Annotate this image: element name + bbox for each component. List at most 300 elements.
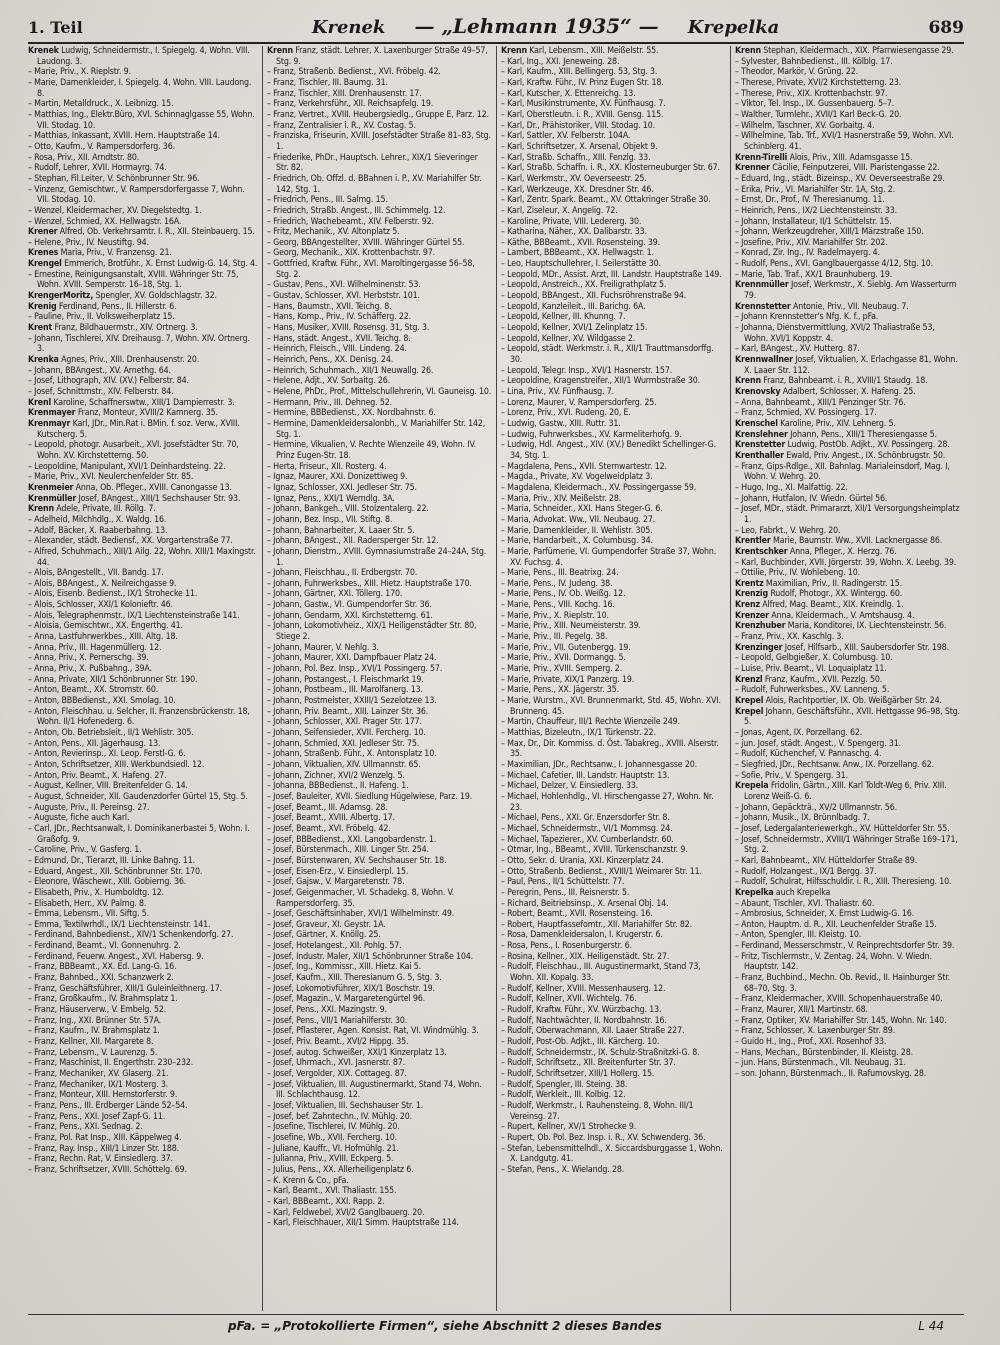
directory-entry: – Anton, Pens., XII. Jägerhausg. 13. (28, 738, 161, 749)
directory-entry: – Rudolf, Schulrat, Hilfsschuldir. i. R., XIII. Theresieng. 10. (735, 877, 952, 888)
directory-entry: – Josef, Pens., XXI. Mazingstr. 9. (267, 1005, 387, 1016)
directory-entry: – Marie, Pens., XX. Jägerstr. 35. (501, 685, 620, 696)
directory-entry: – Josefine, Tischlerei, IV. Mühlg. 20. (267, 1122, 400, 1133)
directory-entry: – Josef, Geschäftsinhaber, XVI/1 Wilhelminstr. 49. (267, 909, 455, 920)
directory-entry: – Anton, Priv. Beamt., X. Hafeng. 27. (28, 770, 167, 781)
directory-entry: Krenmeier Anna, Ob. Pfleger., XVIII. Canongasse 13. (28, 482, 232, 493)
directory-entry: – Josef, Industr. Maler, XII/1 Schönbrunner Straße 104. (267, 951, 474, 962)
directory-entry: – Josef, Uhrmach., XVI. Jasnerstr. 87. (267, 1058, 406, 1069)
directory-entry: – Helene, Priv., IV. Neustiftg. 94. (28, 237, 149, 248)
entry-surname: Krengel (28, 259, 62, 270)
directory-entry: – Ignaz, Maurer, XXI. Donizettiweg 9. (267, 472, 408, 483)
directory-entry: – Franz, Straßenb. Bedienst., XVI. Fröbelg. 42. (267, 67, 441, 78)
directory-entry: – Hans, Mechan., Bürstenbinder, II. Kleistg. 28. (735, 1047, 913, 1058)
directory-entry: – Rudolf, Holzangest., IX/1 Bergg. 37. (735, 866, 877, 877)
directory-entry: – Josef, Bürstenwaren, XV. Sechshauser Str. 18. (267, 855, 447, 866)
directory-entry: – Franz, Optiker, XV. Mariahilfer Str. 145, Wohn. Nr. 140. (735, 1015, 947, 1026)
entry-surname: KrengerMoritz, (28, 291, 94, 302)
entry-columns (28, 46, 964, 1311)
entry-surname: Krennstetter (735, 301, 791, 312)
directory-entry: – Michael, Hohlenhdlg., VI. Hirschengasse 27, Wohn. Nr. 23. (501, 791, 714, 813)
directory-entry: – Otto, Straßenb. Bedienst., XVIII/1 Weimarer Str. 11. (501, 866, 702, 877)
directory-entry: – Josef, Graveur, XI. Geystr. 1A. (267, 919, 386, 930)
directory-entry: – Ottilie, Priv., IV. Wohlebeng. 10. (735, 568, 861, 579)
directory-entry: – Anna, Priv., X. Pußbahng., 39A. (28, 664, 152, 675)
directory-entry: – Josef, Ledergalanteriewerkgh., XV. Hütteldorfer Str. 55. (735, 823, 950, 834)
directory-entry: – Anton, Spengler, III. Kleistg. 10. (735, 930, 862, 941)
directory-entry: – Johann, Priv. Beamt., XIII. Lainzer Str. 36. (267, 706, 429, 717)
directory-entry: – Lambert, BBBeamt., XX. Hellwagstr. 1. (501, 248, 654, 259)
directory-entry: – Elisabeth, Priv., X. Humboldtg. 12. (28, 887, 164, 898)
directory-entry: – Friedrich, Wachebeamt., XIV. Felberstr. 92. (267, 216, 434, 227)
directory-entry: – Friedrich, Pens., III. Salmg. 15. (267, 195, 388, 206)
directory-entry: – Josef, Lithograph, XIV. (XV.) Felberstr. 84. (28, 376, 189, 387)
directory-entry: – Stefan, Pens., X. Wielandg. 28. (501, 1164, 625, 1175)
directory-entry: – Michael, Pens., XXI. Gr. Enzersdorfer Str. 8. (501, 813, 670, 824)
directory-entry: – Rudolf, Küchenchef, V. Pannaschg. 4. (735, 749, 882, 760)
directory-entry: – Leopold, Kellner, XVI/1 Zelinplatz 15. (501, 323, 648, 334)
directory-entry: – Julianna, Priv., XVIII. Eckperg. 5. (267, 1154, 394, 1165)
directory-entry: – Johanna, BBBedienst., II. Hafeng. 1. (267, 781, 409, 792)
directory-entry: – Otto, Kaufm., V. Rampersdorferg. 36. (28, 141, 175, 152)
directory-entry: – Johanna, Dienstvermittlung, XVI/2 Thaliastraße 53, Wohn. XVI/1 Koppstr. 4. (735, 323, 935, 344)
directory-entry: – Gustav, Pens., XVI. Wilhelminenstr. 53. (267, 280, 421, 291)
directory-entry: – Friederike, PhDr., Hauptsch. Lehrer., XIX/1 Sieveringer Str. 82. (267, 152, 478, 174)
directory-entry: – Franz, Verkehrsführ., XII. Reichsapfelg. 19. (267, 99, 434, 110)
directory-entry: – Auguste, Priv., II. Pereinsg. 27. (28, 802, 150, 813)
directory-entry: – Karl, Kraftw. Führ., IV. Prinz Eugen Str. 18. (501, 77, 664, 88)
directory-entry: – Johann, BAngest., XII. Radersperger Str. 12. (267, 536, 439, 547)
directory-entry: – Franz, Buchbind., Mechn. Ob. Revid., II. Hainburger Str. 68–70, Stg. 3. (735, 973, 951, 994)
directory-entry: – Marie, Damenkleider, I. Spiegelg. 4, Wohn. VIII. Laudong. 8. (28, 77, 252, 99)
column-4 (730, 46, 964, 1311)
directory-entry: Krenmüller Josef, BAngest., XIII/1 Sechshauser Str. 93. (28, 493, 241, 504)
directory-entry: – Anton, Fleischhau. u. Selcher, II. Franzensbrückenstr. 18, Wohn. II/1 Hofenederg. 6. (28, 706, 250, 728)
directory-entry: – Luise, Priv. Beamt., VI. Loquaiplatz 11. (735, 664, 887, 675)
directory-entry: – Franz, Bahnbed., XXI. Schanzwerk 2. (28, 973, 174, 984)
directory-entry: – Franz, Lebensm., V. Laurenzg. 5. (28, 1047, 158, 1058)
directory-entry: Krenovsky Adalbert, Schlosser, X. Hafeng. 25. (735, 387, 916, 397)
directory-entry: – Rudolf, Fleischhau., III. Augustinermarkt, Stand 73, Wohn. XII. Kopalg. 33. (501, 962, 701, 984)
directory-entry: – Juliane, Kauffr., VI. Hofmühlg. 21. (267, 1143, 399, 1154)
directory-entry: – Caroline, Priv., V. Gasferg. 1. (28, 845, 142, 856)
directory-entry: Krenzer Anna, Kleidermach., V. Amtshausg. 4. (735, 610, 915, 621)
directory-entry: – Johann, Werkzeugdreher, XIII/1 Märzstraße 150. (735, 227, 924, 238)
directory-entry: – Hugo, Ing., XI. Malfattig. 22. (735, 482, 848, 493)
directory-entry: – Emma, Lebensm., VII. Siftg. 5. (28, 909, 150, 920)
directory-entry: – Josef, Magazin., V. Margaretengürtel 96. (267, 994, 426, 1005)
directory-entry: Krenschel Karoline, Priv., XIV. Lehnerg. 5. (735, 418, 896, 429)
directory-entry: – Richard, Beitriebsinsp., X. Arsenal Obj. 14. (501, 898, 669, 909)
entry-surname: Krenzhuber (735, 621, 786, 632)
first-entry-word: Krenek (311, 17, 386, 38)
footer-note: pFa. = „Protokollierte Firmen“, siehe Abschnitt 2 dieses Bandes (228, 1319, 662, 1333)
directory-entry: – Anna, Priv., X. Pernerschg. 39. (28, 653, 149, 664)
directory-entry: – Karl, Werkmstr., XV. Oeverseestr. 25. (501, 173, 647, 184)
directory-entry: Krenek Ludwig, Schneidermstr., I. Spiegelg. 4, Wohn. VIII. Laudong. 3. (28, 46, 250, 67)
directory-entry: – Leopold, Kellner, XV. Wildgasse 2. (501, 333, 636, 344)
directory-title: — „Lehmann 1935“ — (414, 14, 659, 38)
directory-entry: – Friedrich, Ob. Offzl. d. BBahnen i. P., XV. Mariahilfer Str. 142, Stg. 1. (267, 173, 482, 195)
directory-entry: Krenslehner Johann, Pens., XIII/1 Theresiengasse 5. (735, 429, 937, 440)
entry-surname: Krenzer (735, 610, 769, 621)
directory-entry: – Josef, Gajsw., V. Margaretenstr. 78. (267, 877, 405, 888)
directory-entry: – Johann, Seifensieder, XVII. Fercherg. 10. (267, 728, 426, 738)
directory-entry: – Auguste, fiche auch Karl. (28, 813, 130, 824)
directory-entry: – Katharina, Näher., XX. Dalibarstr. 33. (501, 227, 647, 238)
directory-entry: – Franz, Mechaniker, XV. Glaserg. 21. (28, 1069, 169, 1079)
entry-surname: Krenek (28, 46, 59, 56)
directory-entry: – Anton, BBBedienst., XXI. Smolag. 10. (28, 696, 176, 707)
directory-entry: – Leopold, Gelbgießer, X. Columbusg. 10. (735, 653, 893, 664)
directory-entry: – Otmar, Ing., BBeamt., XVIII. Türkenschanzstr. 9. (501, 845, 688, 856)
directory-entry: – Karl, Schriftsetzer, X. Arsenal, Objekt 9. (501, 141, 658, 152)
directory-entry: Krenka Agnes, Priv., XIII. Drenhausenstr. 20. (28, 355, 200, 366)
directory-entry: – jun. Hans, Bürstenmach., VII. Neubaug. 31. (735, 1058, 906, 1069)
directory-entry: – Hans, städt. Angest., XVII. Teichg. 8. (267, 333, 411, 344)
header-rule (28, 42, 964, 44)
directory-entry: – Karl, Straßb. Schaffn. i. R., XX. Klosterneuburger Str. 67. (501, 163, 720, 174)
directory-entry: – Marie, Pens., IV. Ob. Weißg. 12. (501, 589, 626, 600)
entry-surname: Krenslehner (735, 429, 788, 440)
last-entry-word: Krepelka (687, 17, 780, 38)
directory-entry: – Josef, autog. Schweißer, XXI/1 Kinzerplatz 13. (267, 1047, 447, 1058)
directory-entry: – Maria, Priv., XIV. Meißelstr. 28. (501, 493, 622, 504)
directory-entry: – Viktor, Tel. Insp., IX. Gussenbauerg. 5–7. (735, 99, 895, 110)
directory-entry: – Johann, Postmeister, XXIII/1 Sezelotzee 13. (267, 696, 437, 707)
directory-entry: – Anna, Private, XII/1 Schönbrunner Str. 190. (28, 674, 198, 685)
directory-entry: Krepela Fridolin, Gärtn., XIII. Karl Toldt-Weg 6, Priv. XIII. Lorenz Weiß-G. 6. (735, 781, 947, 802)
directory-entry: – Franz, Rechn. Rat, V. Einsiedlerg. 37. (28, 1154, 173, 1165)
directory-entry: Krennwallner Josef, Viktualien, X. Erlachgasse 81, Wohn. X. Laaer Str. 112. (735, 355, 958, 376)
directory-entry: – Marie, Wurstm., XVI. Brunnenmarkt, Std. 45, Wohn. XVI. Brunneng. 45. (501, 696, 721, 717)
directory-entry: – Rudolf, Kellner, XVIII. Messenhauserg. 12. (501, 983, 666, 994)
directory-entry: – Marie, Priv., XVIII. Semperg. 2. (501, 664, 623, 675)
directory-entry: – Johann, Tischlerei, XIV. Dreihausg. 7, Wohn. XIV. Ortnerg. 3. (28, 333, 250, 355)
directory-entry: – Hans, Komp., Priv., IV. Schäfferg. 22. (267, 312, 411, 323)
directory-entry: – Anna, Lastfuhrwerkbes., XIII. Altg. 18. (28, 632, 178, 643)
entry-surname: Krenmayer (28, 408, 76, 419)
directory-entry: – Johann, Pol. Bez. Insp., XVI/1 Possingerg. 57. (267, 664, 443, 675)
directory-entry: Krenn Franz, städt. Lehrer, X. Laxenburger Straße 49–57, Stg. 9. (267, 46, 488, 67)
directory-entry: – Karl, Oberstleutn. i. R., XVIII. Gensg. 115. (501, 109, 664, 120)
directory-entry: Krennmüller Josef, Werkmstr., X. Sieblg. Am Wasserturm 79. (735, 280, 957, 302)
directory-entry: – Karl, Musikinstrumente, XV. Fünfhausg. 7. (501, 99, 666, 110)
directory-entry: – Johann, BBAngest., XV. Arnethg. 64. (28, 365, 171, 376)
directory-entry: – Max, Dr., Dir. Kommiss. d. Öst. Tabakreg., XVIII. Alserstr. 35. (501, 738, 719, 760)
directory-entry: – Franz, Pens., XXI. Josef Zapf-G. 11. (28, 1111, 166, 1122)
directory-entry: Krenner Cäcilie, Feinputzerei, VIII. Piaristengasse 22. (735, 163, 940, 174)
directory-entry: – Karl, Fleischhauer, XII/1 Simm. Hauptstraße 114. (267, 1218, 459, 1229)
entry-surname: Krenzig (735, 589, 768, 600)
entry-surname: Krenn (267, 46, 293, 56)
directory-entry: Krenzinger Josef, Hilfsarb., XIII. Saubersdorfer Str. 198. (735, 642, 950, 653)
directory-entry: – Pauline, Priv., II. Volksweiherplatz 15. (28, 312, 175, 323)
directory-entry: – Karl, Werkzeuge, XX. Dresdner Str. 46. (501, 184, 654, 195)
directory-entry: Krenn-Tirelli Alois, Priv., XIII. Adamsgasse 15. (735, 152, 913, 163)
directory-entry: Krener Alfred, Ob. Verkehrsamtr. I. R., XII. Steinbauerg. 15. (28, 227, 255, 238)
directory-entry: – Maria, Advokat. Ww., VII. Neubaug. 27. (501, 514, 656, 525)
directory-entry: – Marie, Private, XIX/1 Panzerg. 19. (501, 674, 635, 685)
directory-entry: Krenthaller Ewald, Priv. Angest., IX. Schönbrugstr. 50. (735, 450, 946, 461)
directory-entry: – Heinrich, Pens., IX/2 Liechtensteinstr. 33. (735, 205, 898, 216)
directory-entry: – Anton, Revierinsp., XI. Leop. Ferstl-G. 6. (28, 749, 186, 760)
directory-entry: – August, Kellner, VIII. Breitenfelder G. 14. (28, 781, 188, 792)
directory-entry: Krepel Johann, Geschäftsführ., XVII. Hettgasse 96–98, Stg. 5. (735, 706, 960, 728)
entry-surname: Krenmeier (28, 482, 74, 493)
directory-entry: – Michael, Schneidermstr., VI/1 Mommsg. 24. (501, 823, 673, 834)
directory-entry: – Johann, Lokomotivheiz., XIX/1 Heiligenstädter Str. 80, Stiege 2. (267, 621, 477, 643)
directory-entry: Krentz Maximilian, Priv., II. Radingerstr. 15. (735, 578, 902, 589)
directory-entry: – Rudolf, Oberwachmann, XII. Laaer Straße 227. (501, 1026, 685, 1037)
directory-entry: – Georg, Mechanik., XIX. Krottenbachstr. 97. (267, 248, 436, 259)
directory-entry: – Johann, Dienstm., XVIII. Gymnasiumstraße 24–24A, Stg. 1. (267, 546, 487, 568)
directory-entry: – Alois, Telegraphenmstr., IX/1 Liechtensteinstraße 141. (28, 610, 240, 621)
directory-entry: – Josef, Gärtner, X. Knöllg. 25. (267, 930, 381, 941)
directory-entry: – Vinzenz, Gemischtwr., V. Rampersdorfergasse 7, Wohn. VII. Stodag. 10. (28, 184, 245, 206)
entry-surname: Krepela (735, 781, 769, 792)
directory-entry: – Abaunt, Tischler, XVI. Thaliastr. 60. (735, 898, 875, 909)
directory-entry: – Friedrich, Straßb. Angest., III. Schimmelg. 12. (267, 205, 446, 216)
entry-surname: Krentler (735, 536, 771, 547)
part-label: 1. Teil (28, 18, 83, 37)
entry-surname: Krenn-Tirelli (735, 152, 788, 163)
directory-entry: – Franz, Maurer, XII/1 Martinstr. 68. (735, 1005, 868, 1016)
directory-entry: – Magdalena, Pens., XVII. Sternwartestr. 12. (501, 461, 667, 472)
directory-entry: – Franz, Pens., XXI. Sednag. 2. (28, 1122, 143, 1133)
entry-surname: Krenmüller (28, 493, 77, 504)
directory-entry: – Johann, Bahnarbeiter, X. Laaer Str. 5. (267, 525, 415, 536)
directory-entry: – Johann, Gastw., VI. Gumpendorfer Str. 36. (267, 600, 432, 611)
directory-entry: Krenzhuber Maria, Konditorei, IX. Liechtensteinstr. 56. (735, 621, 947, 632)
directory-entry: – Anton, Schriftsetzer, XIII. Werkbundsiedl. 12. (28, 759, 205, 770)
directory-entry: – Ignaz, Pens., XXI/1 Werndlg. 3A. (267, 493, 395, 504)
directory-entry: – Herta, Friseur., XII. Rosterg. 4. (267, 461, 387, 472)
directory-entry: – Rudolf, Werkmstr., I. Rauhensteing. 8, Wohn. III/1 Vereinsg. 27. (501, 1100, 694, 1122)
directory-entry: – Josef, Pflasterer, Agen. Konsist. Rat, VI. Windmühlg. 3. (267, 1026, 479, 1037)
directory-entry: – Rosina, Kellner., XIX. Heiligenstädt. Str. 27. (501, 951, 670, 962)
directory-entry: – Karl, Feldwebel, XVI/2 Ganglbauerg. 20. (267, 1207, 425, 1218)
directory-entry: – Theodor, Markör, V. Grüng. 22. (735, 67, 859, 78)
directory-entry: – Wilhelm, Taschner, XV. Gorbaitg. 4. (735, 120, 875, 131)
directory-entry: – Rudolf, Schneidermstr., IX. Schulz-Straßnitzki-G. 8. (501, 1047, 700, 1058)
directory-entry: – Josef, Bauleiter, XVII. Siedlung Hügelwiese, Parz. 19. (267, 791, 473, 802)
directory-entry: – Leo, Hauptschullehrer, I. Seilerstätte 30. (501, 259, 661, 270)
entry-surname: Krent (28, 323, 53, 334)
directory-entry: – Johann, Postangest., I. Fleischmarkt 19. (267, 674, 424, 685)
directory-entry: – Erika, Priv., VI. Mariahilfer Str. 1A, Stg. 2. (735, 184, 896, 195)
entry-surname: Krenl (28, 397, 52, 408)
page-footer (28, 1314, 964, 1337)
directory-entry: – Marie, Priv., III. Pegelg. 38. (501, 632, 608, 643)
directory-entry: – Josef, MDr., städt. Primararzt, XII/1 Versorgungsheimplatz 1. (735, 504, 960, 525)
directory-entry: – Helene, PhDr., Prof., Mittelschullehrerin, VI. Gauneisg. 10. (267, 387, 492, 397)
entry-surname: Krenovsky (735, 387, 781, 397)
directory-entry: – Ludwig, Gastw., XIII. Ruttr. 31. (501, 418, 621, 429)
directory-entry: – Rupert, Kellner, XV/1 Strohecke 9. (501, 1122, 637, 1133)
directory-entry: Krenzl Franz, Kaufm., XVII. Pezzlg. 50. (735, 674, 883, 685)
directory-entry: – Alexander, städt. Bediensf., XX. Vorgartenstraße 77. (28, 536, 233, 547)
column-3 (496, 46, 730, 1311)
directory-entry: – Marie, Priv., XVI. Neulerchenfelder Str. 85. (28, 472, 194, 483)
directory-entry: – Heinrich, Pens., XX. Denisg. 24. (267, 355, 394, 366)
directory-entry: – Georg, BBAngestellter, XVIII. Währinger Gürtel 55. (267, 237, 465, 248)
directory-entry: – Marie, Pens., VIII. Kochg. 16. (501, 600, 615, 611)
directory-entry: – Josef, Hotelangest., XII. Pohlg. 57. (267, 941, 402, 952)
directory-entry: – Josefine, Wb., XVII. Fercherg. 10. (267, 1132, 398, 1143)
directory-entry: – Rudolf, Post-Ob. Adjkt., III. Kärcherg. 10. (501, 1037, 660, 1048)
directory-entry: – Franz, Monteur, XIII. Hernstorferstr. 9. (28, 1090, 178, 1101)
directory-entry: – Karl, Straßb. Schaffn., XIII. Fenzlg. 33. (501, 152, 651, 163)
directory-entry: – Otto, Sekr. d. Urania, XXI. Kinzerplatz 24. (501, 855, 664, 866)
directory-entry: – Josef, Schnittmstr., XIV. Felberstr. 84. (28, 387, 174, 397)
directory-entry: – Johann, Zichner, XVI/2 Wenzelg. 5. (267, 770, 405, 781)
directory-entry: – Rupert, Ob. Pol. Bez. Insp. i. R., XV. Schwenderg. 36. (501, 1132, 706, 1143)
directory-entry: – Josef, Eisen-Erz., V. Einsiedlerpl. 15. (267, 866, 409, 877)
entry-surname: Krenn (501, 46, 527, 56)
directory-entry: – Karl, Ing., XXI. Jeneweing. 28. (501, 56, 620, 67)
directory-entry: – Franz, Vertret., XVIII. Heubergsiedlg., Gruppe E, Parz. 12. (267, 109, 489, 120)
directory-entry: – Rudolf, Lehrer, XVII. Hormayrg. 74. (28, 163, 167, 174)
page-number: 689 (928, 18, 964, 38)
directory-entry: – Josef, Beamt., XVIII. Albertg. 17. (267, 813, 395, 824)
directory-entry: – Josef, Pens., VII/1 Mariahilferstr. 30. (267, 1015, 408, 1026)
directory-entry: – Carl, JDr., Rechtsanwalt, I. Dominikanerbastei 5, Wohn. I. Graßofg. 9. (28, 823, 250, 845)
directory-entry: – Johann, Bez. Insp., VII. Stiftg. 8. (267, 514, 393, 525)
directory-entry: – Sylvester, Bahnbedienst., III. Kölblg. 17. (735, 56, 893, 67)
directory-entry: – Karl, Sattler, XV. Felberstr. 104A. (501, 131, 631, 142)
entry-surname: Krenner (735, 163, 770, 174)
directory-entry: – Rudolf, Werkleit., III. Kolbig. 12. (501, 1090, 626, 1101)
directory-entry: – Leopold, Kellner, III. Khunng. 7. (501, 312, 626, 323)
directory-entry: – Robert, Hauptfassefomtr., XII. Mariahilfer Str. 82. (501, 919, 692, 930)
entry-surname: Krenstetter (735, 440, 786, 451)
directory-entry: – Adelheid, Milchhdlg., X. Waldg. 16. (28, 514, 167, 525)
directory-entry: – Leopold, Anstreich., XX. Freiligrathplatz 5. (501, 280, 667, 291)
directory-entry: – Fritz, Tischlermstr., V. Zentag. 24, Wohn. V. Wiedn. Hauptstr. 142. (735, 951, 932, 973)
directory-entry: – Rosa, Damenkleidersalon, I. Krugerstr. 6. (501, 930, 663, 941)
directory-entry: – Ferdinand, Feuerw. Angest., XVI. Habersg. 9. (28, 951, 204, 962)
directory-entry: – Leopold, MDr., Assist. Arzt, III. Landstr. Hauptstraße 149. (501, 269, 722, 280)
directory-entry: – Johann, Schlosser, XXI. Prager Str. 177. (267, 717, 422, 728)
directory-entry: – Heinrich, Fleisch., VIII. Lindeng. 24. (267, 344, 407, 355)
entry-surname: Krenka (28, 355, 59, 366)
column-2 (262, 46, 496, 1311)
entry-surname: Krener (28, 227, 58, 238)
directory-entry: – Franz, Maschinist, II. Engerthstr. 230–232. (28, 1058, 194, 1069)
entry-surname: Krentschker (735, 546, 788, 557)
directory-entry: – Ludwig, Fuhrwerksbes., XV. Karmeliterhofg. 9. (501, 429, 682, 440)
directory-entry: – Franz, Kaufm., IV. Brahmsplatz 1. (28, 1026, 160, 1037)
directory-entry: – Johann Krennstetter's Nfg. K. f., pFa. (735, 312, 879, 323)
directory-entry: Krenig Ferdinand, Pens., II. Hillerstr. 6. (28, 301, 177, 312)
directory-entry: Krenn Stephan, Kleidermach., XIX. Pfarrwiesengasse 29. (735, 46, 954, 56)
directory-entry: – Matthias, Inkassant, XVIII. Hern. Hauptstraße 14. (28, 131, 220, 142)
directory-entry: – Martin, Chauffeur, III/1 Rechte Wienzeile 249. (501, 717, 680, 728)
directory-entry: – Eleonore, Wäschewr., XIII. Gobierng. 36. (28, 877, 187, 888)
directory-entry: – Franz, Pens., III. Erdberger Lände 52–54. (28, 1100, 188, 1111)
directory-entry: – Marie, Damenkleider, II. Wehlistr. 305. (501, 525, 653, 536)
directory-entry: – Helene, Adjt., XV. Sorbaitg. 26. (267, 376, 390, 387)
directory-entry: – K. Krenn & Co., pFa. (267, 1175, 349, 1186)
entry-surname: Krenzinger (735, 642, 783, 653)
directory-entry: – Josef, Beamt., XVI. Fröbelg. 42. (267, 823, 391, 834)
directory-entry: – August, Schneider, XII. Gaudenzdorfer Gürtel 15, Stg. 5. (28, 791, 248, 802)
directory-entry: – Leopoldine, Kragenstreifer., XII/1 Wurmbstraße 30. (501, 376, 700, 387)
directory-entry: – Magdalena, Kleidermach., XV. Possingergasse 59. (501, 482, 697, 493)
directory-entry: – Josef, Bürstenmach., XIII. Linger Str. 254. (267, 845, 429, 856)
directory-entry: – Ludwig, Hdl. Angest., XIV. (XV.) Benedikt Schellinger-G. 34, Stg. 1. (501, 440, 716, 461)
directory-entry: – Johann, Schmied, XXI. Jedleser Str. 75. (267, 738, 420, 749)
directory-entry: – Matthias, Ing., Elektr.Büro, XVI. Schinnaglgasse 55, Wohn. VII. Stodag. 10. (28, 109, 255, 131)
directory-entry: – Rudolf, Spengler, III. Steing. 38. (501, 1079, 628, 1090)
directory-entry: – Johann, Fleischhau., II. Erdbergstr. 70. (267, 568, 418, 579)
directory-entry: – Rudolf, Kellner, XVII. Wichtelg. 76. (501, 994, 637, 1005)
directory-entry: – Josef, bef. Zahntechn., IV. Mühlg. 20. (267, 1111, 413, 1122)
directory-entry: – Josefine, Priv., XIV. Mariahilfer Str. 202. (735, 237, 888, 248)
directory-entry: – Hans, Musiker, XVIII. Rosensg. 31, Stg. 3. (267, 323, 430, 334)
directory-entry: – Josef, Viktualien, III. Sechshauser Str. 1. (267, 1100, 424, 1111)
directory-entry: – Lorenz, Maurer, V. Rampersdorferg. 25. (501, 397, 657, 408)
directory-entry: – Käthe, BBBeamt., XVII. Rosensteing. 39. (501, 237, 660, 248)
directory-entry: – Josef, BBBedienst., XXI. Langobardenstr. 1. (267, 834, 437, 845)
directory-entry: – Siegfried, JDr., Rechtsanw. Anw., IX. Porzellang. 62. (735, 759, 934, 770)
directory-entry: – Marie, Priv., X. Rieplstr. 9. (28, 67, 131, 78)
directory-entry: – Karl, Ziseleur, X. Angelig. 72. (501, 205, 618, 216)
directory-entry: – Johann, Straßenb. Führ., X. Antonsplatz 10. (267, 749, 437, 760)
directory-entry: Krenzig Rudolf, Photogr., XX. Wintergg. 60. (735, 589, 903, 600)
directory-entry: – Leopold, Kanzleileit., III. Barichg. 6A. (501, 301, 646, 312)
directory-entry: – Johann, Viktualien, XIV. Ullmannstr. 65. (267, 759, 421, 770)
directory-entry: – Gottfried, Kraftw. Führ., XVI. Maroltingergasse 56–58, Stg. 2. (267, 259, 475, 280)
directory-entry: – Johann, Postbeam., III. Marolfanerg. 13. (267, 685, 423, 696)
directory-entry: – Konrad, Zir. Ing., IV. Radelmayerg. 4. (735, 248, 880, 259)
directory-entry: Krent Franz, Bildhauermstr., XIV. Ortnerg. 3. (28, 323, 198, 334)
directory-entry: – Karl, Kutscher, X. Ettenreichg. 13. (501, 88, 636, 99)
entry-surname: Krenzl (735, 674, 763, 685)
entry-surname: Krennmüller (735, 280, 789, 291)
directory-entry: – Gustav, Schlosser, XVI. Herbststr. 101. (267, 291, 420, 302)
directory-entry: – Franz, Zentralisier i. R., XV. Costag. 5. (267, 120, 416, 131)
directory-entry: – Ernestine, Reinigungsanstalt, XVIII. Währinger Str. 75, Wohn. XVIII. Semperstr. 16–18, Stg. 1. (28, 269, 239, 291)
directory-entry: – Franz, BBBeamt., XX. Ed. Lang-G. 16. (28, 962, 177, 973)
directory-entry: – Franz, Schriftsetzer, XVIII. Schöttelg. 69. (28, 1164, 187, 1175)
directory-entry: – Anna, Bahnbeamt., XIII/1 Penzinger Str. 76. (735, 397, 906, 408)
entry-surname: Krenz (735, 600, 760, 611)
directory-entry: – Emma, Textilwrhdl., IX/1 Liechtensteinstr. 141. (28, 919, 211, 930)
directory-entry: – Josef, Beamt., III. Adamsg. 28. (267, 802, 388, 813)
directory-entry: – Johann, Fuhrwerksbes., XIII. Hietz. Hauptstraße 170. (267, 578, 472, 589)
directory-entry: – Eduard, Angest., XII. Schönbrunner Str. 170. (28, 866, 203, 877)
directory-entry: – Karl, Kaufm., XIII. Bellingerg. 53, Stg. 3. (501, 67, 658, 78)
directory-entry: – Ernst, Dr., Prof., IV. Theresianumg. 11. (735, 195, 885, 206)
directory-entry: – Matthias, Bizeleutn., IX/1 Türkenstr. 22. (501, 728, 656, 738)
directory-entry: – Wilhelmine, Tab. Trf., XVI/1 Hasnerstraße 59, Wohn. XVI. Schinblerg. 41. (735, 131, 954, 152)
directory-entry: – Leo, Fabrkt., V. Wehrg. 20. (735, 525, 841, 536)
directory-entry: – Johann, Gärtner, XXI. Töllerg. 170. (267, 589, 403, 600)
directory-entry: – Franz, Ing., XXI. Brünner Str. 57A. (28, 1015, 162, 1026)
directory-entry: KrengerMoritz, Spengler, XV. Goldschlagstr. 32. (28, 291, 217, 302)
directory-entry: – Alfred, Schuhmach., XIII/1 Ailg. 22, Wohn. XIII/1 Maxingstr. 44. (28, 546, 256, 568)
directory-entry: Krennstetter Antonie, Priv., VII. Neubaug. 7. (735, 301, 909, 312)
directory-entry: – Alois, Schlosser, XXI/1 Kolonieftr. 46. (28, 600, 173, 611)
directory-entry: Krepel Alois, Rachtportier, IX. Ob. Weißgärber Str. 24. (735, 696, 942, 707)
directory-entry: – Michael, Delzer, V. Einsiedlerg. 33. (501, 781, 639, 792)
directory-entry: – Franz, Kleidermacher, XVIII. Schopenhauerstraße 40. (735, 994, 943, 1005)
directory-entry: – Marie, Parfümerie, VI. Gumpendorfer Straße 37, Wohn. XV. Fuchsg. 4. (501, 546, 717, 568)
entry-surname: Krepel (735, 706, 764, 717)
directory-entry: – Franz, Geschäftsführer, XIII/1 Guleinleithnerg. 17. (28, 983, 223, 994)
